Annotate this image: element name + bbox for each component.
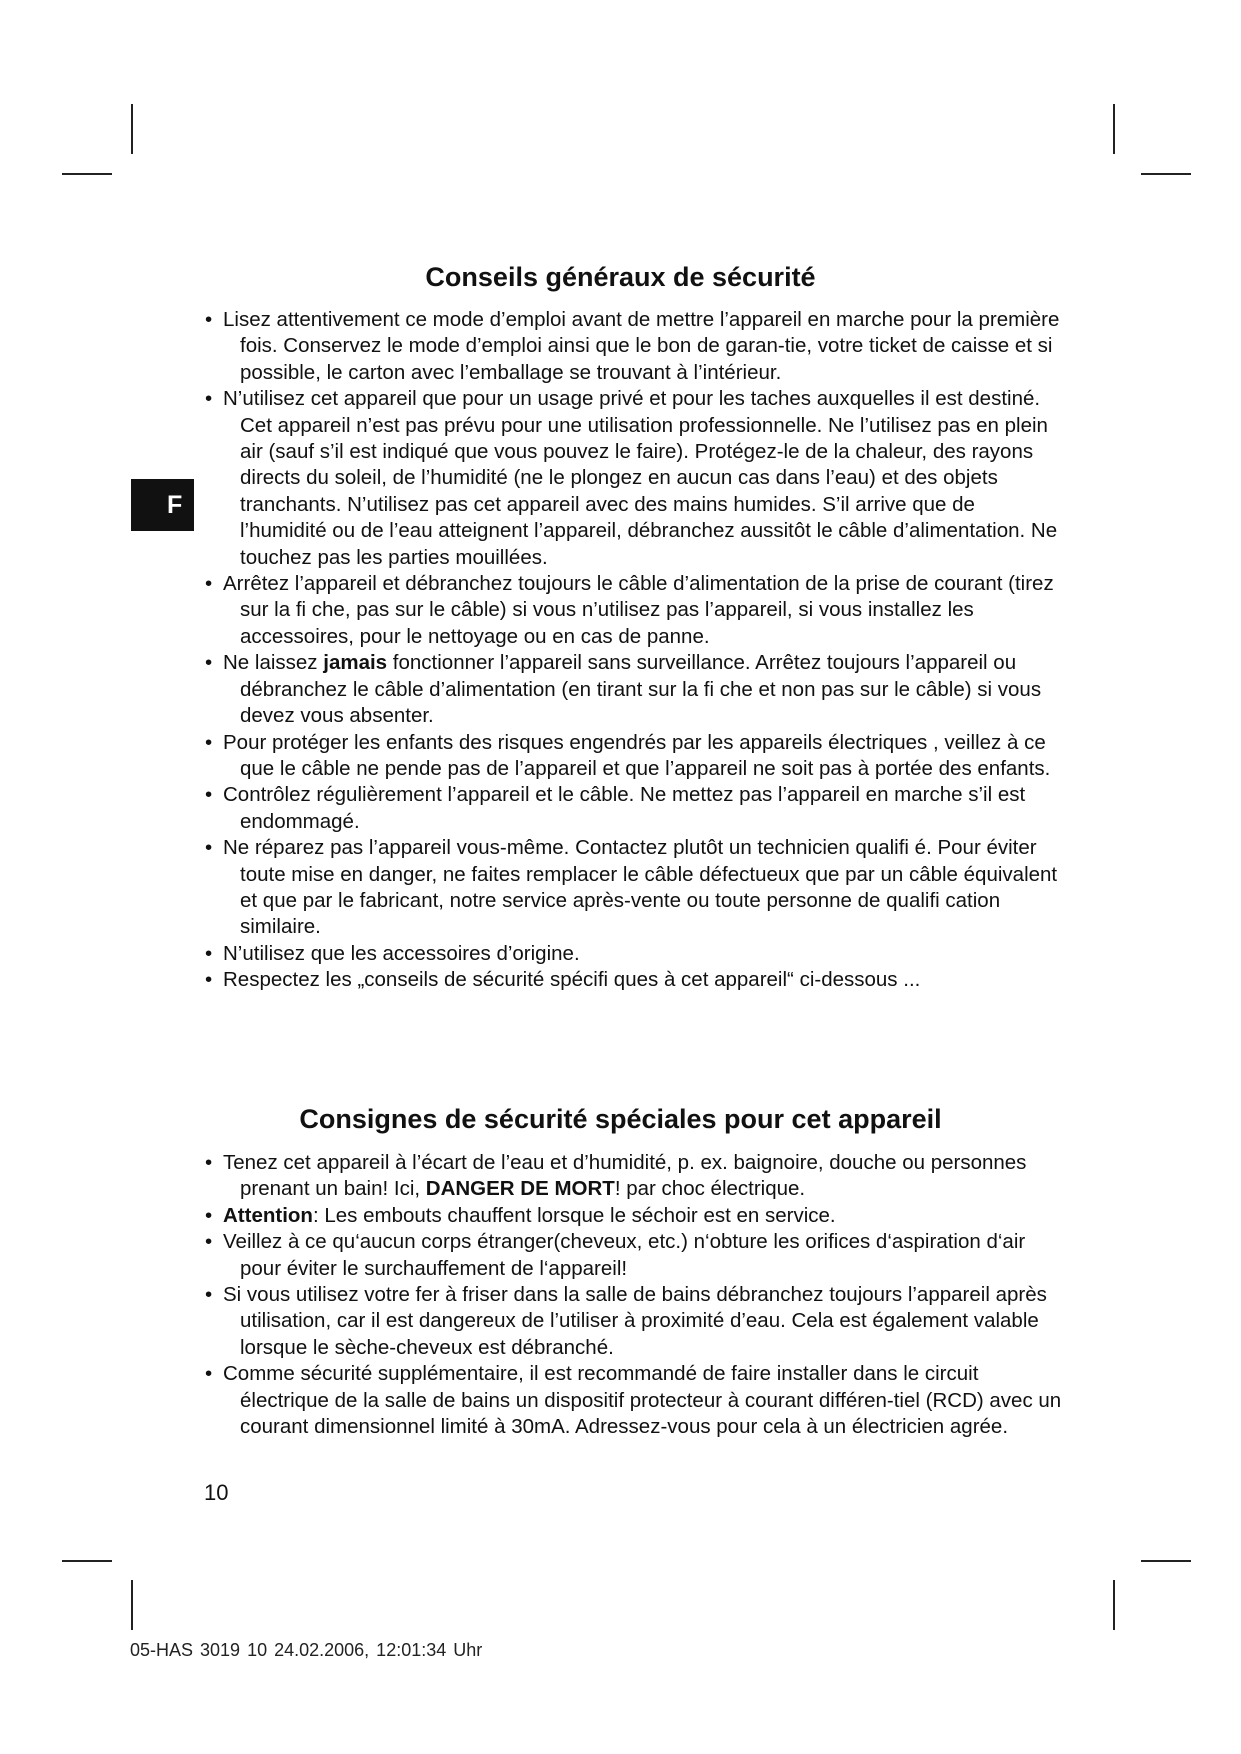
bullet: • [205,730,213,754]
crop-mark-bottom-right-horizontal [1141,1560,1191,1562]
list-item-text: Ne laissez [223,651,324,675]
crop-mark-bottom-right-vertical [1113,1580,1115,1630]
list-item-text: Si vous utilisez votre fer à friser dans la salle de bains débranchez toujours l’appareil après utilisation, car il est dangereux de l’utiliser à proximité d’eau. Cela est également valable lorsque le sèche-cheveux est débranché. [223,1283,1047,1359]
list-item [205,650,1065,729]
language-tab: F [131,479,194,531]
list-item [205,1282,1065,1361]
list-item-text: Contrôlez régulièrement l’appareil et le câble. Ne mettez pas l’appareil en marche s’il est endommagé. [223,783,1026,833]
section2-heading: Consignes de sécurité spéciales pour cet appareil [299,1104,942,1134]
general-safety-list [205,307,1065,994]
bullet: • [205,1230,213,1254]
list-item-text: Ne réparez pas l’appareil vous-même. Contactez plutôt un technicien qualifi é. Pour éviter toute mise en danger, ne faites remplacer le câble défectueux que par un câble équivalent et que par le fabricant, notre service après-vente ou toute personne de qualifi cation similaire. [223,836,1058,939]
list-item-text: Veillez à ce qu‘aucun corps étranger(cheveux, etc.) n‘obture les orifices d‘aspiration d‘air pour éviter le surchauffement de l‘appareil! [223,1230,1026,1280]
emphasis-text: DANGER DE MORT [425,1177,615,1201]
crop-mark-top-left-vertical [131,104,133,154]
list-item [205,967,1065,993]
list-item [205,782,1065,835]
crop-mark-top-right-vertical [1113,104,1115,154]
list-item-text: Tenez cet appareil à l’écart de l’eau et d’humidité, p. ex. baignoire, douche ou personnes prenant un bain! Ici, [223,1151,1027,1201]
list-item-text: fonctionner l’appareil sans surveillance. Arrêtez toujours l’appareil ou débranchez le câble d’alimentation (en tirant sur la fi che et non pas sur le câble) si vous devez vous absenter. [240,651,1042,728]
emphasis-text: Attention [223,1203,313,1227]
bullet: • [205,1203,213,1227]
special-safety-list [205,1150,1065,1440]
list-item [205,1361,1065,1440]
bullet: • [205,1283,213,1307]
crop-mark-top-left-horizontal [62,173,112,175]
emphasis-text: jamais [323,651,388,675]
list-item-text: Arrêtez l’appareil et débranchez toujours le câble d’alimentation de la prise de courant (tirez sur la fi che, pas sur le câble) si vous n’utilisez pas l’appareil, si vous installez les accessoires, pour le nettoyage ou en cas de panne. [223,572,1054,648]
list-item-text: : Les embouts chauffent lorsque le séchoir est en service. [312,1203,836,1227]
list-item [205,1229,1065,1282]
list-item [205,835,1065,941]
crop-mark-bottom-left-vertical [131,1580,133,1630]
list-item-text: Comme sécurité supplémentaire, il est recommandé de faire installer dans le circuit électrique de la salle de bains un dispositif protecteur à courant différen-tiel (RCD) avec un courant dimensionnel limité à 30mA. Adressez-vous pour cela à un électricien agrée. [223,1362,1062,1439]
bullet: • [205,1362,213,1386]
bullet: • [205,836,213,860]
list-item [205,571,1065,650]
crop-mark-top-right-horizontal [1141,173,1191,175]
page-number: 10 [204,1480,229,1505]
bullet: • [205,968,213,992]
list-item [205,730,1065,783]
list-item [205,1203,1065,1229]
list-item-text: N’utilisez que les accessoires d’origine. [223,941,580,965]
bullet: • [205,572,213,596]
bullet: • [205,941,213,965]
bullet: • [205,387,213,411]
bullet: • [205,1151,213,1174]
list-item-text: Pour protéger les enfants des risques engendrés par les appareils électriques , veillez à ce que le câble ne pende pas de l’appareil et que l’appareil ne soit pas à portée des enfants. [223,730,1051,780]
bullet: • [205,308,213,331]
print-footer: 05-HAS 3019 10 24.02.2006, 12:01:34 Uhr [130,1640,483,1660]
bullet: • [205,783,213,807]
list-item [205,307,1065,386]
crop-mark-bottom-left-horizontal [62,1560,112,1562]
list-item-text: N’utilisez cet appareil que pour un usage privé et pour les taches auxquelles il est destiné. Cet appareil n’est pas prévu pour une utilisation professionnelle. Ne l’utilisez pas en plein air (sauf s’il est indiqué que vous pouvez le faire). Protégez-le de la chaleur, des rayons directs du soleil, de l’humidité (ne le plongez en aucun cas dans l’eau) et des objets tranchants. N’utilisez pas cet appareil avec des mains humides. S’il arrive que de l’humidité ou de l’eau atteignent l’appareil, débranchez aussitôt le câble d’alimentation. Ne touchez pas les parties mouillées. [223,387,1058,569]
list-item [205,386,1065,571]
list-item-text: Respectez les „conseils de sécurité spécifi ques à cet appareil“ ci-dessous ... [223,968,921,992]
list-item [205,1150,1065,1203]
bullet: • [205,651,213,675]
list-item [205,941,1065,967]
section1-heading: Conseils généraux de sécurité [425,262,816,292]
list-item-text: ! par choc électrique. [614,1177,806,1201]
list-item-text: Lisez attentivement ce mode d’emploi avant de mettre l’appareil en marche pour la première fois. Conservez le mode d’emploi ainsi que le bon de garan-tie, votre ticket de caisse et si possible, le carton avec l’emballage se trouvant à l’intérieur. [223,308,1060,384]
